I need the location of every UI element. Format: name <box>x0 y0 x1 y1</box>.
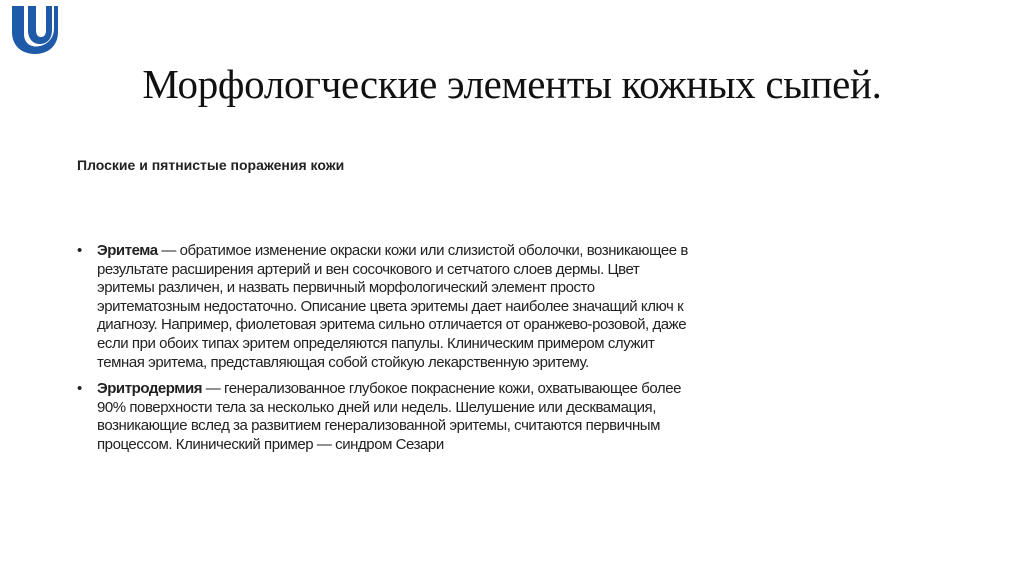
slide-title: Морфологческие элементы кожных сыпей. <box>142 61 882 107</box>
text-line <box>97 380 877 399</box>
list-item-erythroderma <box>77 380 877 454</box>
text-line: результате расширения артерий и вен сосочкового и сетчатого слоев дермы. Цвет <box>97 260 640 278</box>
term: Эритродермия <box>97 380 203 398</box>
list-item-erythema <box>77 242 877 372</box>
definition-text: — генерализованное глубокое покраснение кожи, охватывающее более <box>202 380 681 398</box>
text-line: диагнозу. Например, фиолетовая эритема сильно отличается от оранжево-розовой, даже <box>97 316 687 334</box>
bullet-icon: • <box>77 242 83 259</box>
text-line: если при обоих типах эритем определяются папулы. Клиническим примером служит <box>97 334 655 352</box>
university-logo-icon <box>10 4 60 56</box>
text-line: темная эритема, представляющая собой стойкую лекарственную эритему. <box>97 353 589 371</box>
text-line <box>97 242 877 261</box>
text-line: 90% поверхности тела за несколько дней или недель. Шелушение или десквамация, <box>97 398 656 416</box>
definition-text: — обратимое изменение окраски кожи или слизистой оболочки, возникающее в <box>157 242 688 259</box>
text-line: процессом. Клинический пример — синдром Сезари <box>97 435 444 453</box>
bullet-icon: • <box>77 380 83 398</box>
term: Эритема <box>97 242 158 259</box>
slide-subtitle: Плоские и пятнистые поражения кожи <box>77 157 345 173</box>
text-line: эритематозным недостаточно. Описание цвета эритемы дает наиболее значащий ключ к <box>97 297 684 315</box>
bullet-list <box>77 242 877 463</box>
text-line: возникающие вслед за развитием генерализованной эритемы, считаются первичным <box>97 417 660 435</box>
text-line: эритемы различен, и назвать первичный морфологический элемент просто <box>97 279 595 297</box>
